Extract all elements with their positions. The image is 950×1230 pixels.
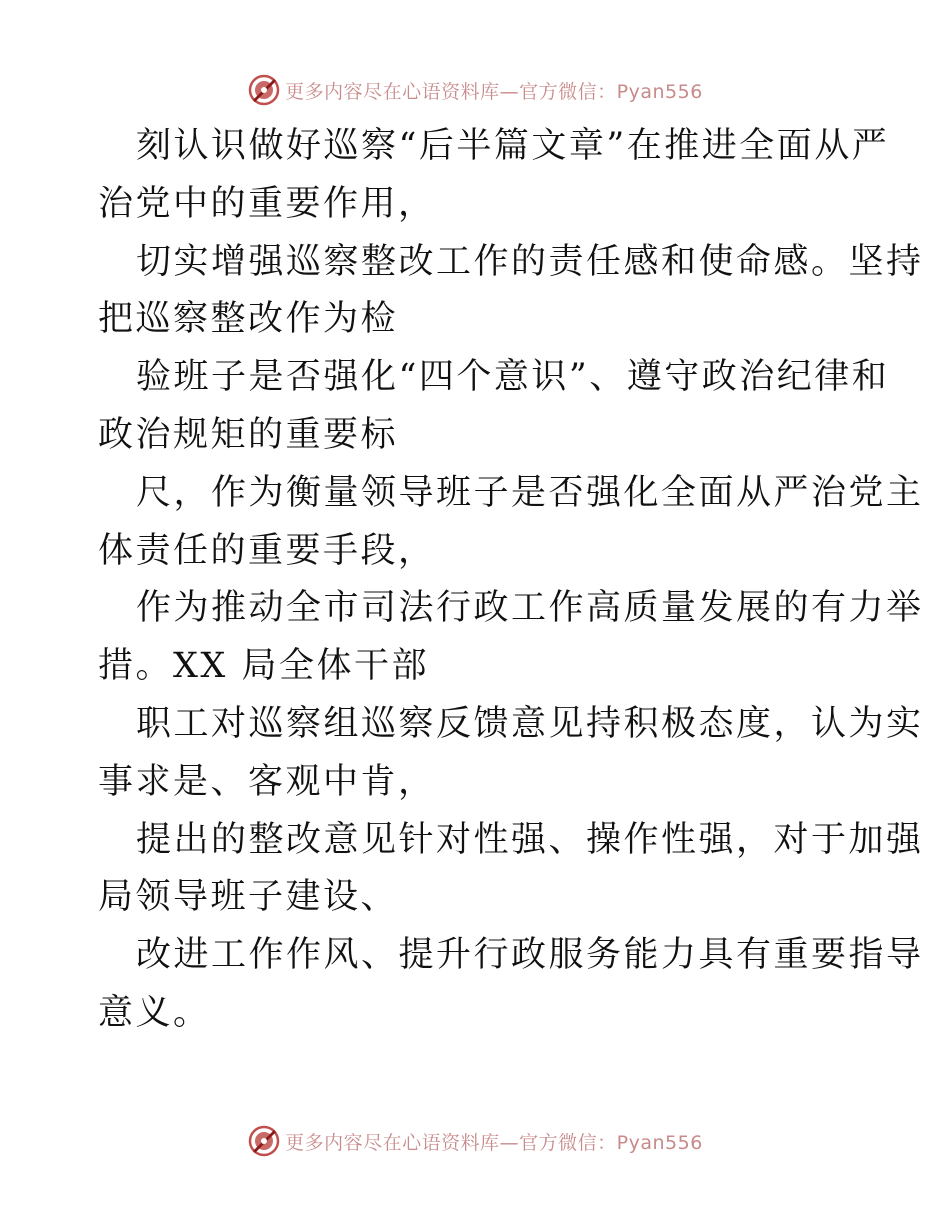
pen-logo-icon (247, 1124, 281, 1158)
paragraph-2-line-2: 把巡察整改作为检 (98, 299, 399, 340)
paragraph-6-line-1: 职工对巡察组巡察反馈意见持积极态度，认为实 (136, 703, 924, 744)
paragraph-8-line-2: 意义。 (98, 992, 211, 1033)
paragraph-5-line-1: 作为推动全市司法行政工作高质量发展的有力举 (136, 588, 924, 629)
paragraph-7-line-1: 提出的整改意见针对性强、操作性强，对于加强 (136, 819, 924, 860)
paragraph-8-line-1: 改进工作作风、提升行政服务能力具有重要指导 (136, 935, 924, 976)
paragraph-4-line-1: 尺，作为衡量领导班子是否强化全面从严治党主 (136, 472, 924, 513)
paragraph-2-line-1: 切实增强巡察整改工作的责任感和使命感。坚持 (136, 241, 924, 282)
paragraph-7-line-2: 局领导班子建设、 (98, 877, 399, 918)
paragraph-6-line-2: 事求是、客观中肯， (98, 761, 436, 802)
document-body (98, 118, 924, 1043)
pen-logo-icon (247, 73, 281, 107)
paragraph-3-line-1: 验班子是否强化“四个意识”、遵守政治纪律和 (136, 357, 890, 398)
paragraph-1-line-2: 治党中的重要作用， (98, 183, 436, 224)
paragraph-1-line-1: 刻认识做好巡察“后半篇文章”在推进全面从严 (136, 126, 890, 166)
header-watermark (0, 70, 950, 110)
watermark-text: 更多内容尽在心语资料库—官方微信：Pyan556 (285, 1131, 703, 1154)
paragraph-3-line-2: 政治规矩的重要标 (98, 414, 399, 455)
paragraph-5-line-2: 措。XX 局全体干部 (98, 646, 429, 687)
watermark-text: 更多内容尽在心语资料库—官方微信：Pyan556 (285, 80, 703, 103)
paragraph-4-line-2: 体责任的重要手段， (98, 530, 436, 571)
footer-watermark (0, 1121, 950, 1161)
